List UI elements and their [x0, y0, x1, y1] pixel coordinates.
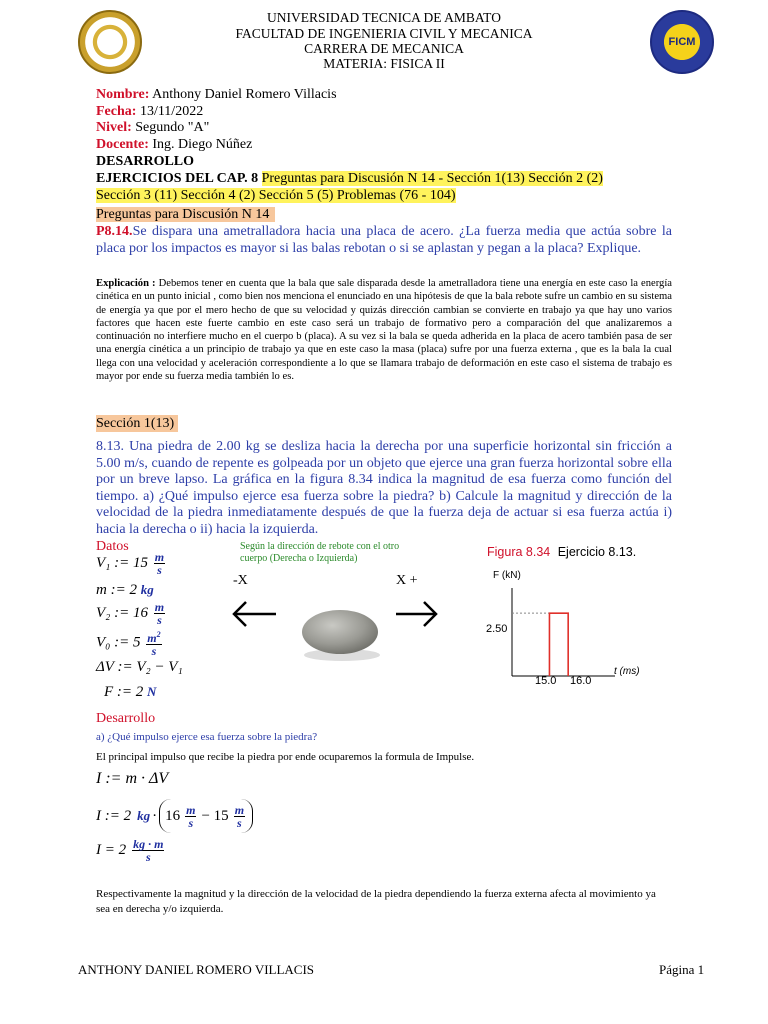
desarrollo-title: DESARROLLO	[96, 154, 195, 169]
eq2-lhs: I := 2	[96, 807, 132, 824]
explicacion-label: Explicación :	[96, 278, 156, 289]
figure-title	[487, 545, 636, 559]
eq2-mid: 16	[165, 807, 181, 824]
unit-num: m	[154, 550, 165, 564]
nombre-label: Nombre:	[96, 87, 150, 102]
preguntas-heading	[96, 207, 275, 223]
nivel-label: Nivel:	[96, 120, 132, 135]
figure-title-name: Figura 8.34	[487, 545, 551, 559]
eq2-unit-kg: kg	[137, 808, 151, 823]
fecha-row	[96, 104, 203, 120]
datos-v0	[96, 629, 164, 657]
question-p814	[96, 224, 672, 257]
datos-v2-unit	[154, 601, 165, 626]
eq2-paren	[159, 799, 253, 833]
desarrollo-principal: El principal impulso que recibe la piedra por ende ocuparemos la formula de Impulse.	[96, 751, 475, 763]
docente-label: Docente:	[96, 137, 149, 152]
datos-v1	[96, 551, 167, 576]
datos-v2-expr: V₂ := 16	[96, 604, 148, 621]
figure-xtick-2: 16.0	[570, 675, 592, 687]
figure-ylabel: F (kN)	[493, 570, 521, 581]
explicacion-paragraph	[96, 277, 672, 383]
desarrollo-subtitle: Desarrollo	[96, 711, 156, 726]
stone-image	[292, 600, 388, 664]
datos-m-expr: m := 2	[96, 582, 137, 598]
nombre-value: Anthony Daniel Romero Villacis	[152, 87, 337, 102]
datos-v1-expr: V₁ := 15	[96, 554, 148, 571]
docente-value: Ing. Diego Núñez	[152, 137, 253, 152]
eq-impulse-formula: I := m · ΔV	[96, 770, 169, 787]
eq3-lhs: I = 2	[96, 842, 127, 858]
unit-den: s	[237, 815, 242, 830]
eq-impulse-result	[96, 838, 166, 863]
force-time-chart	[490, 580, 620, 690]
datos-f-expr: F := 2	[104, 684, 144, 700]
desarrollo-question-a: a) ¿Qué impulso ejerce esa fuerza sobre la piedra?	[96, 731, 318, 743]
ejercicios-label: EJERCICIOS DEL CAP. 8	[96, 171, 259, 186]
right-direction-label: X +	[396, 573, 418, 588]
unit-den: s	[188, 815, 194, 830]
chart-axes	[512, 588, 615, 676]
unit-den: s	[151, 644, 157, 658]
right-arrow-icon	[396, 602, 436, 626]
fecha-label: Fecha:	[96, 104, 137, 119]
eq2-unit-1	[185, 804, 196, 829]
eq-impulse-substitution	[96, 799, 253, 833]
unit-num: m	[154, 600, 165, 614]
docente-row	[96, 137, 252, 153]
left-direction-label: -X	[233, 573, 248, 588]
datos-v1-unit	[154, 551, 165, 576]
datos-v0-expr: V₀ := 5	[96, 634, 141, 651]
nivel-row	[96, 120, 209, 136]
datos-v0-unit	[146, 629, 161, 657]
datos-v2	[96, 601, 167, 626]
datos-title: Datos	[96, 539, 129, 554]
ejercicios-line-1	[96, 171, 696, 187]
preguntas-heading-text: Preguntas para Discusión N 14	[96, 207, 275, 222]
datos-f-unit: N	[147, 684, 157, 699]
unit-num: m	[186, 802, 196, 817]
question-p813: 8.13. Una piedra de 2.00 kg se desliza hacia la derecha por una superficie horizontal sin fricción a 5.00 m/s, cuando de repente es golpeada por un objeto que ejerce una gran fuerza horizontal sobre ella por un breve lapso. La gráfica en la figura 8.34 indica la magnitud de esa fuerza como función del tiempo. a) ¿Qué impulso ejerce esa fuerza sobre la piedra? b) Calcule la magnitud y dirección de la velocidad de la piedra inmediatamente después de que la fuerza deja de actuar si esa fuerza actúa i) hacia la derecha o ii) hacia la izquierda.	[96, 439, 672, 537]
figure-subtitle: Ejercicio 8.13.	[557, 545, 637, 559]
unit-num: kg · m	[133, 837, 164, 851]
seccion-heading-text: Sección 1(13)	[96, 415, 178, 432]
question-p814-text: Se dispara una ametralladora hacia una placa de acero. ¿La fuerza media que actúa sobre la placa por los impactos es mayor si las balas rebotan o si se aplastan y pegan a la placa? Explique.	[96, 224, 672, 256]
fecha-value: 13/11/2022	[139, 104, 204, 119]
ejercicios-highlight-1: Preguntas para Discusión N 14 - Sección 1(13) Sección 2 (2)	[261, 171, 603, 186]
respuesta-paragraph: Respectivamente la magnitud y la dirección de la velocidad de la piedra dependiendo la fuerza externa afecta al movimiento ya sea en derecha y/o izquierda.	[96, 888, 656, 915]
figure-xlabel: t (ms)	[614, 666, 640, 677]
left-arrow-icon	[234, 602, 276, 626]
unit-num: $m^2$	[147, 630, 161, 645]
footer-page-number: Página 1	[659, 962, 705, 977]
force-pulse-line	[549, 613, 568, 676]
ejercicios-highlight-2: Sección 3 (11) Sección 4 (2) Sección 5 (5) Problemas (76 - 104)	[96, 188, 456, 203]
ejercicios-line-2	[96, 188, 456, 204]
unit-num: m	[234, 802, 245, 817]
explicacion-text: Debemos tener en cuenta que la bala que sale disparada desde la ametralladora tiene una energía en este caso la energía cinética en un punto inicial , como bien nos menciona el enunciado en una hipótesis de que la bala rebote sufre un cambio en su sistema de energía ya que por el mero hecho de que su velocidad y quizás dirección cambian se convierte en trabajo ya que hay uno varios factores que hacen este fuerte cambio en este caso será un trabajo de formativo pero a comparación del que analizaremos a continuación no interfiere mucho en el cuerpo b (placa). A su vez si la bala se queda adherida en la placa de acero también pasa de ser una energía cinética a un principio de trabajo ya que en este caso la masa (placa) sufre por una fuerza externa , que es la bala la cual llega con una velocidad y aceleración correspondiente a lo que se llamara trabajo de deformación en este caso el sistema de trabajo es mayor por ende su fuerza media también lo es.	[96, 278, 673, 383]
footer-author: ANTHONY DANIEL ROMERO VILLACIS	[78, 962, 315, 977]
unit-num-m: m	[147, 631, 157, 645]
header-line-1: UNIVERSIDAD TECNICA DE AMBATO	[267, 10, 501, 25]
nivel-value: Segundo "A"	[135, 120, 210, 135]
unit-den: s	[157, 613, 162, 627]
ficm-logo-text: FICM	[668, 36, 696, 48]
eq2-minus: − 15	[201, 807, 229, 824]
diagram-caption: Según la dirección de rebote con el otro cuerpo (Derecha o Izquierda)	[240, 541, 400, 564]
eq2-unit-2	[234, 804, 245, 829]
seccion-heading	[96, 416, 178, 432]
unit-den: s	[157, 563, 162, 577]
datos-m-unit: kg	[140, 582, 154, 597]
eq3-unit	[132, 838, 164, 863]
header-line-3: CARRERA DE MECANICA	[304, 41, 464, 56]
question-p814-code: P8.14.	[96, 224, 133, 239]
datos-dv: ΔV := V₂ − V₁	[96, 659, 183, 675]
datos-f	[104, 684, 156, 701]
figure-ytick: 2.50	[486, 623, 508, 635]
header-line-4: MATERIA: FISICA II	[323, 56, 445, 71]
unit-den: s	[145, 850, 151, 864]
datos-m	[96, 582, 154, 599]
figure-xtick-1: 15.0	[535, 675, 557, 687]
header-line-2: FACULTAD DE INGENIERIA CIVIL Y MECANICA	[235, 26, 533, 41]
nombre-row	[96, 87, 337, 103]
eq2-dot: ·	[152, 807, 158, 824]
